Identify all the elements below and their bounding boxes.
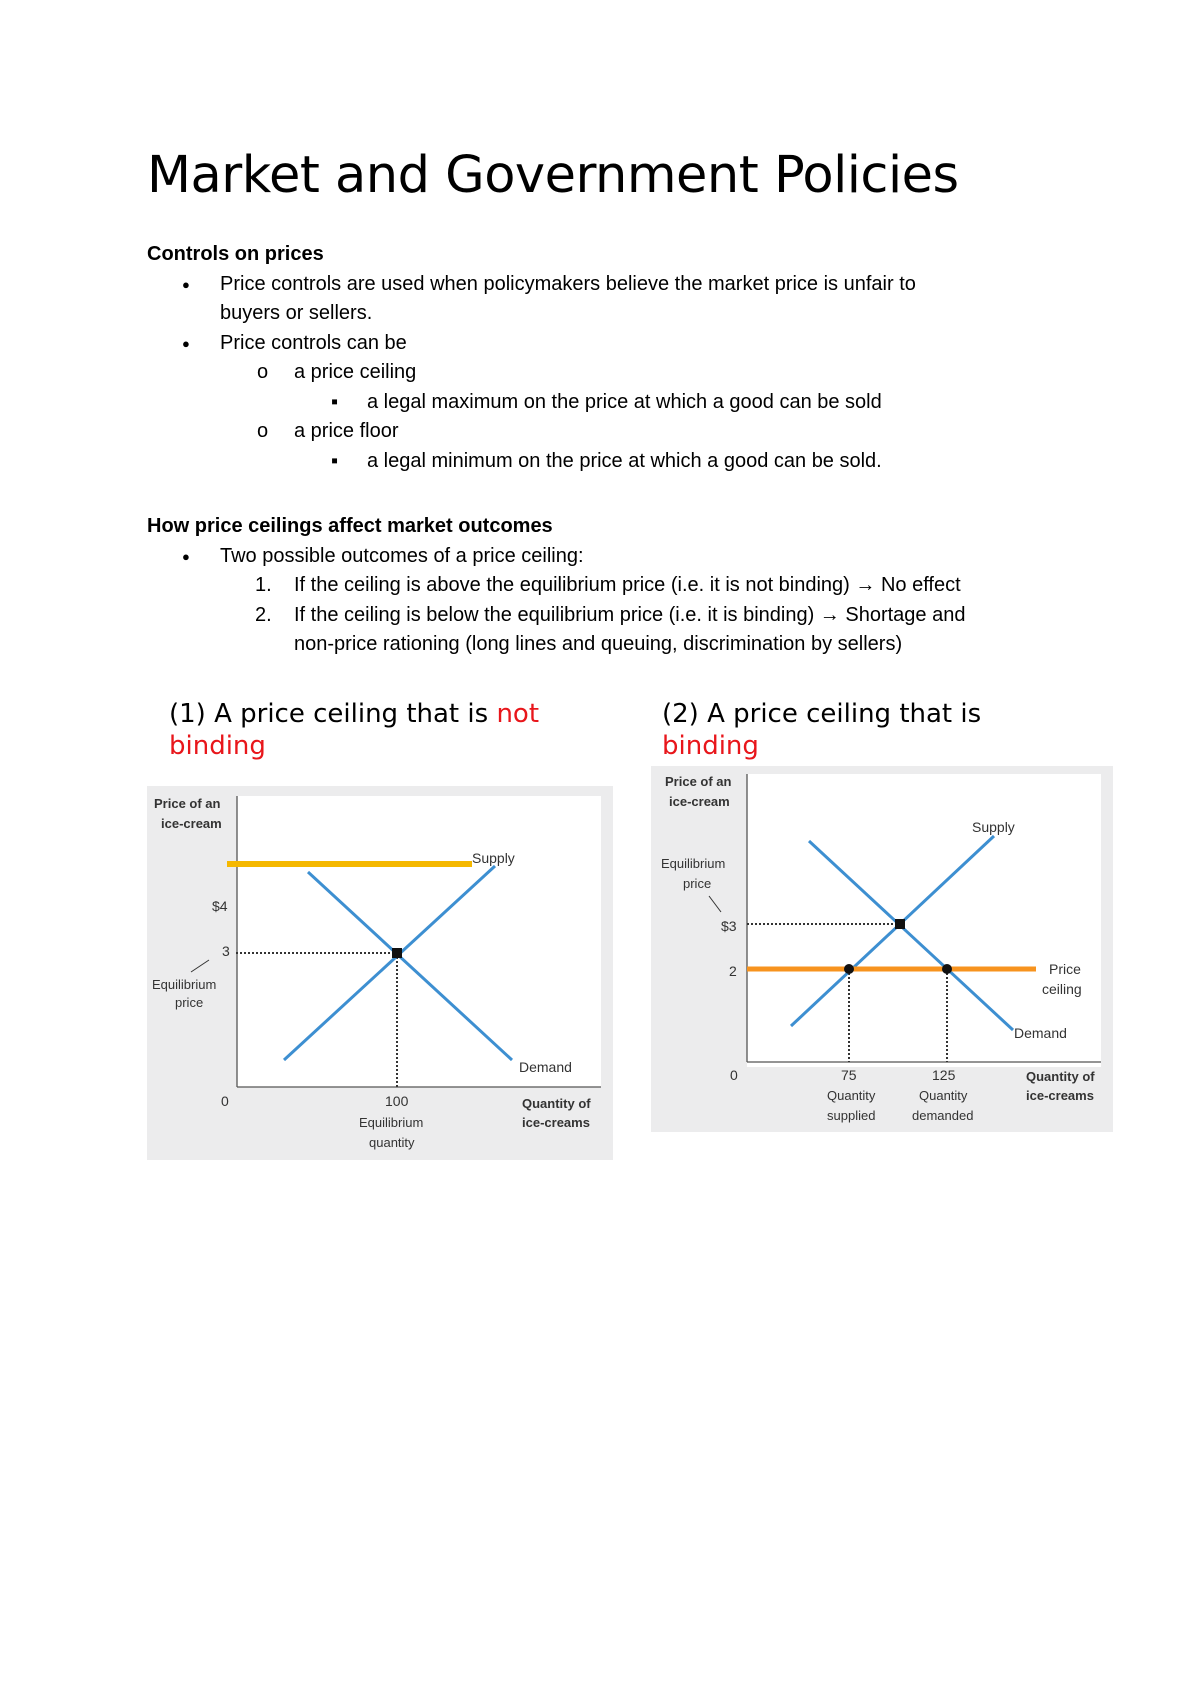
bullet-marker: ●	[182, 548, 190, 564]
chart1-eq-pointer	[191, 960, 209, 972]
chart1-eq-price-2: price	[175, 995, 204, 1010]
chart1-plot-area	[237, 796, 601, 1087]
bullet-text: Price controls are used when policymakers believe the market price is unfair to	[220, 272, 916, 295]
chart1-equilibrium-point	[392, 948, 402, 958]
chart1-xlabel-2: ice-creams	[522, 1115, 590, 1130]
chart2-eq-pointer	[709, 896, 721, 912]
chart2-qs-point	[844, 964, 854, 974]
chart2-x-tick-75: 75	[841, 1067, 857, 1083]
chart2-zero: 0	[730, 1067, 738, 1083]
chart1-caption-not: not	[496, 699, 540, 729]
chart1-tick-4: $4	[212, 898, 228, 914]
chart2-plot-area	[747, 774, 1101, 1067]
chart1-caption-text: (1) A price ceiling that is	[169, 699, 497, 729]
sub-sub-bullet-text: a legal minimum on the price at which a good can be sold.	[367, 449, 882, 472]
chart1-eq-qty-2: quantity	[369, 1135, 415, 1150]
numbered-continuation: non-price rationing (long lines and queuing, discrimination by sellers)	[294, 633, 903, 655]
chart1-tick-3: 3	[222, 943, 230, 959]
bullet-item	[147, 270, 1077, 300]
bullet-marker: ●	[182, 335, 190, 351]
numbered-text: If the ceiling is above the equilibrium price (i.e. it is not binding) → No effect	[294, 574, 961, 596]
sub-bullet-text: a price floor	[294, 420, 399, 442]
numbered-item	[147, 571, 1077, 601]
chart1-x-tick: 100	[385, 1093, 409, 1109]
controls-heading: Controls on prices	[147, 243, 324, 265]
bullet-item	[147, 329, 1077, 359]
sub-bullet-item	[147, 358, 1077, 388]
chart2-qs-2: supplied	[827, 1108, 876, 1123]
chart2-tick-3: $3	[721, 918, 737, 934]
chart2-supply-label: Supply	[972, 819, 1015, 835]
circle-marker: o	[257, 361, 269, 383]
chart1-caption-binding: binding	[169, 731, 266, 761]
chart1-ylabel-2: ice-cream	[161, 816, 222, 831]
chart2-qd-point	[942, 964, 952, 974]
chart2-eq-price-1: Equilibrium	[661, 856, 726, 871]
bullet-marker: ●	[182, 276, 190, 292]
ceilings-section	[147, 512, 1077, 660]
ceilings-heading: How price ceilings affect market outcomes	[147, 515, 553, 537]
item-number: 2.	[255, 603, 272, 626]
chart1-eq-qty-1: Equilibrium	[359, 1115, 424, 1130]
controls-section	[147, 240, 1077, 476]
chart2-panel	[651, 766, 1113, 1132]
chart2-caption	[662, 698, 1102, 762]
chart2-equilibrium-point	[895, 919, 905, 929]
chart1-xlabel-1: Quantity of	[522, 1096, 591, 1111]
chart2-ylabel-2: ice-cream	[669, 794, 730, 809]
sub-sub-bullet-item	[147, 447, 1077, 477]
chart2-caption-binding: binding	[662, 731, 759, 761]
chart2-ylabel-1: Price of an	[665, 774, 732, 789]
chart1-supply-label: Supply	[472, 850, 515, 866]
chart2-xlabel-1: Quantity of	[1026, 1069, 1095, 1084]
square-marker: ▪	[331, 449, 339, 472]
chart2-qs-1: Quantity	[827, 1088, 876, 1103]
chart1-demand-label: Demand	[519, 1059, 572, 1075]
sub-sub-bullet-item	[147, 388, 1077, 418]
chart1-svg	[147, 786, 613, 1160]
chart2-x-tick-125: 125	[932, 1067, 956, 1083]
item-number: 1.	[255, 574, 272, 596]
chart2-qd-1: Quantity	[919, 1088, 968, 1103]
chart2-xlabel-2: ice-creams	[1026, 1088, 1094, 1103]
chart2-eq-price-2: price	[683, 876, 712, 891]
chart2-qd-2: demanded	[912, 1108, 974, 1123]
sub-sub-bullet-text: a legal maximum on the price at which a good can be sold	[367, 390, 882, 413]
chart2-ceiling-label-2: ceiling	[1042, 981, 1082, 997]
chart1-zero: 0	[221, 1093, 229, 1109]
chart1-ylabel-1: Price of an	[154, 796, 221, 811]
bullet-text: Two possible outcomes of a price ceiling:	[220, 544, 584, 567]
numbered-text: If the ceiling is below the equilibrium price (i.e. it is binding) → Shortage and	[294, 603, 966, 626]
sub-bullet-item	[147, 417, 1077, 447]
chart1-caption	[169, 698, 609, 762]
numbered-item	[147, 601, 1077, 631]
bullet-item	[147, 542, 1077, 572]
chart1-eq-price-1: Equilibrium	[152, 977, 217, 992]
chart2-ceiling-label-1: Price	[1049, 961, 1081, 977]
bullet-text: Price controls can be	[220, 331, 407, 354]
chart2-tick-2: 2	[729, 963, 737, 979]
chart2-caption-text: (2) A price ceiling that is	[662, 699, 982, 729]
chart2-svg	[651, 766, 1113, 1132]
page-title: Market and Government Policies	[147, 146, 959, 205]
bullet-continuation: buyers or sellers.	[220, 302, 373, 324]
sub-bullet-text: a price ceiling	[294, 361, 417, 383]
circle-marker: o	[257, 420, 269, 442]
chart1-panel	[147, 786, 613, 1160]
chart2-demand-label: Demand	[1014, 1025, 1067, 1041]
square-marker: ▪	[331, 390, 339, 413]
